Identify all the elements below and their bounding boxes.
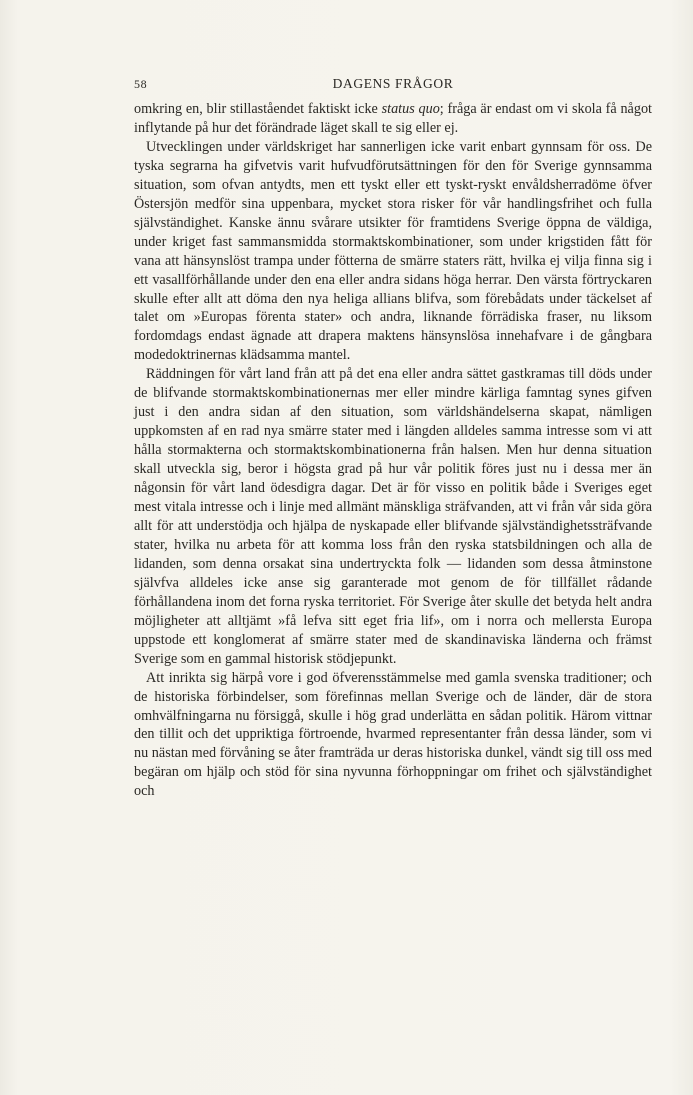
- paragraph: [134, 138, 652, 365]
- page-number: 58: [134, 77, 148, 91]
- emphasized-text: status quo: [381, 101, 440, 117]
- running-title: DAGENS FRÅGOR: [332, 76, 454, 91]
- paragraph: [134, 669, 652, 802]
- paragraph-text: omkring en, blir stillaståendet faktiskt icke: [134, 101, 382, 117]
- body-text: [134, 100, 652, 801]
- paragraph: [134, 365, 652, 668]
- paragraph-text: Att inrikta sig härpå vore i god öfverensstämmelse med gamla svenska traditioner; och de historiska förbindelser, som förefinnas mellan Sverige och de länder, där de stora omhvälfningarna nu försiggå, skulle i hög grad underlätta en sådan politik. Härom vittnar den tillit och det uppriktiga förtroende, hvarmed representanter från dessa länder, som vi nu nästan med förvåning se åter framträda ur deras historiska dunkel, vändt sig till oss med begäran om hjälp och stöd för sina nyvunna förhoppningar om frihet och självständighet och: [134, 669, 652, 800]
- paragraph-text: Utvecklingen under världskriget har sannerligen icke varit enbart gynnsam för oss. De tyska segrarna ha gifvetvis varit hufvudförutsättningen för den för Sverige gynnsamma situation, som ofvan antydts, men ett tyskt eller ett tyskt-ryskt envåldsherradöme öfver Östersjön medför sina uppenbara, mycket stora risker för vår handlingsfrihet och fulla självständighet. Kanske ännu svårare utsikter för framtidens Sverige öppna de väldiga, under kriget fast sammansmidda stormaktskombinationer, som under krigstiden fått för vana att hänsynslöst trampa under fötterna de smärre staters rätt, hvilka ej vilja finna sig i ett vasallförhållande under den ena eller andra sidans höga herrar. Den värsta förtryckaren skulle efter allt att döma den nya heliga allians blifva, som förebådats under täckelset af talet om »Europas förenta stater» och andra, liknande förrädiska fraser, nu liksom fordomdags endast ägnade att drapera maktens hänsynslösa innehafvare i de gångbara modedoktrinernas klädsamma mantel.: [134, 138, 652, 364]
- page-header: [134, 76, 652, 94]
- paragraph: [134, 100, 652, 138]
- paragraph-text-continued: ; fråga är endast om vi skola få något inflytande på hur det förändrade läget skall te sig eller ej.: [134, 101, 652, 136]
- paragraph-text: Räddningen för vårt land från att på det ena eller andra sättet gastkramas till döds under de blifvande stormaktskombinationernas mer eller mindre kärliga famntag synes gifven just i den andra sidan af den situation, som världshändelserna skapat, nämligen uppkomsten af en rad nya smärre stater med i längden alldeles samma intresse som vi att hålla stormakterna och stormaktskombinationerna från halsen. Men hur denna situation skall utveckla sig, beror i högsta grad på hur vår politik föres just nu i dessa mer än någonsin för vårt land ödesdigra dagar. Det är för visso en politik både i Sveriges eget mest vitala intresse och i linje med allmänt mänskliga sträfvanden, att vi från vår sida göra allt för att understödja och hjälpa de nyskapade eller blifvande självständighetssträfvande stater, hvilka nu arbeta för att komma loss från den ryska statsbildningen och alla de lidanden, som denna orsakat sina undertryckta folk — lidanden som dessa åtminstone självfva alldeles icke anse sig garanterade mot genom de för tillfället rådande förhållandena inom det forna ryska territoriet. För Sverige åter skulle det betyda helt andra möjligheter att alltjämt »få lefva sitt eget fria lif», om i norra och mellersta Europa uppstode ett konglomerat af smärre stater med de skandinaviska länderna och främst Sverige som en gammal historisk stödjepunkt.: [134, 366, 652, 667]
